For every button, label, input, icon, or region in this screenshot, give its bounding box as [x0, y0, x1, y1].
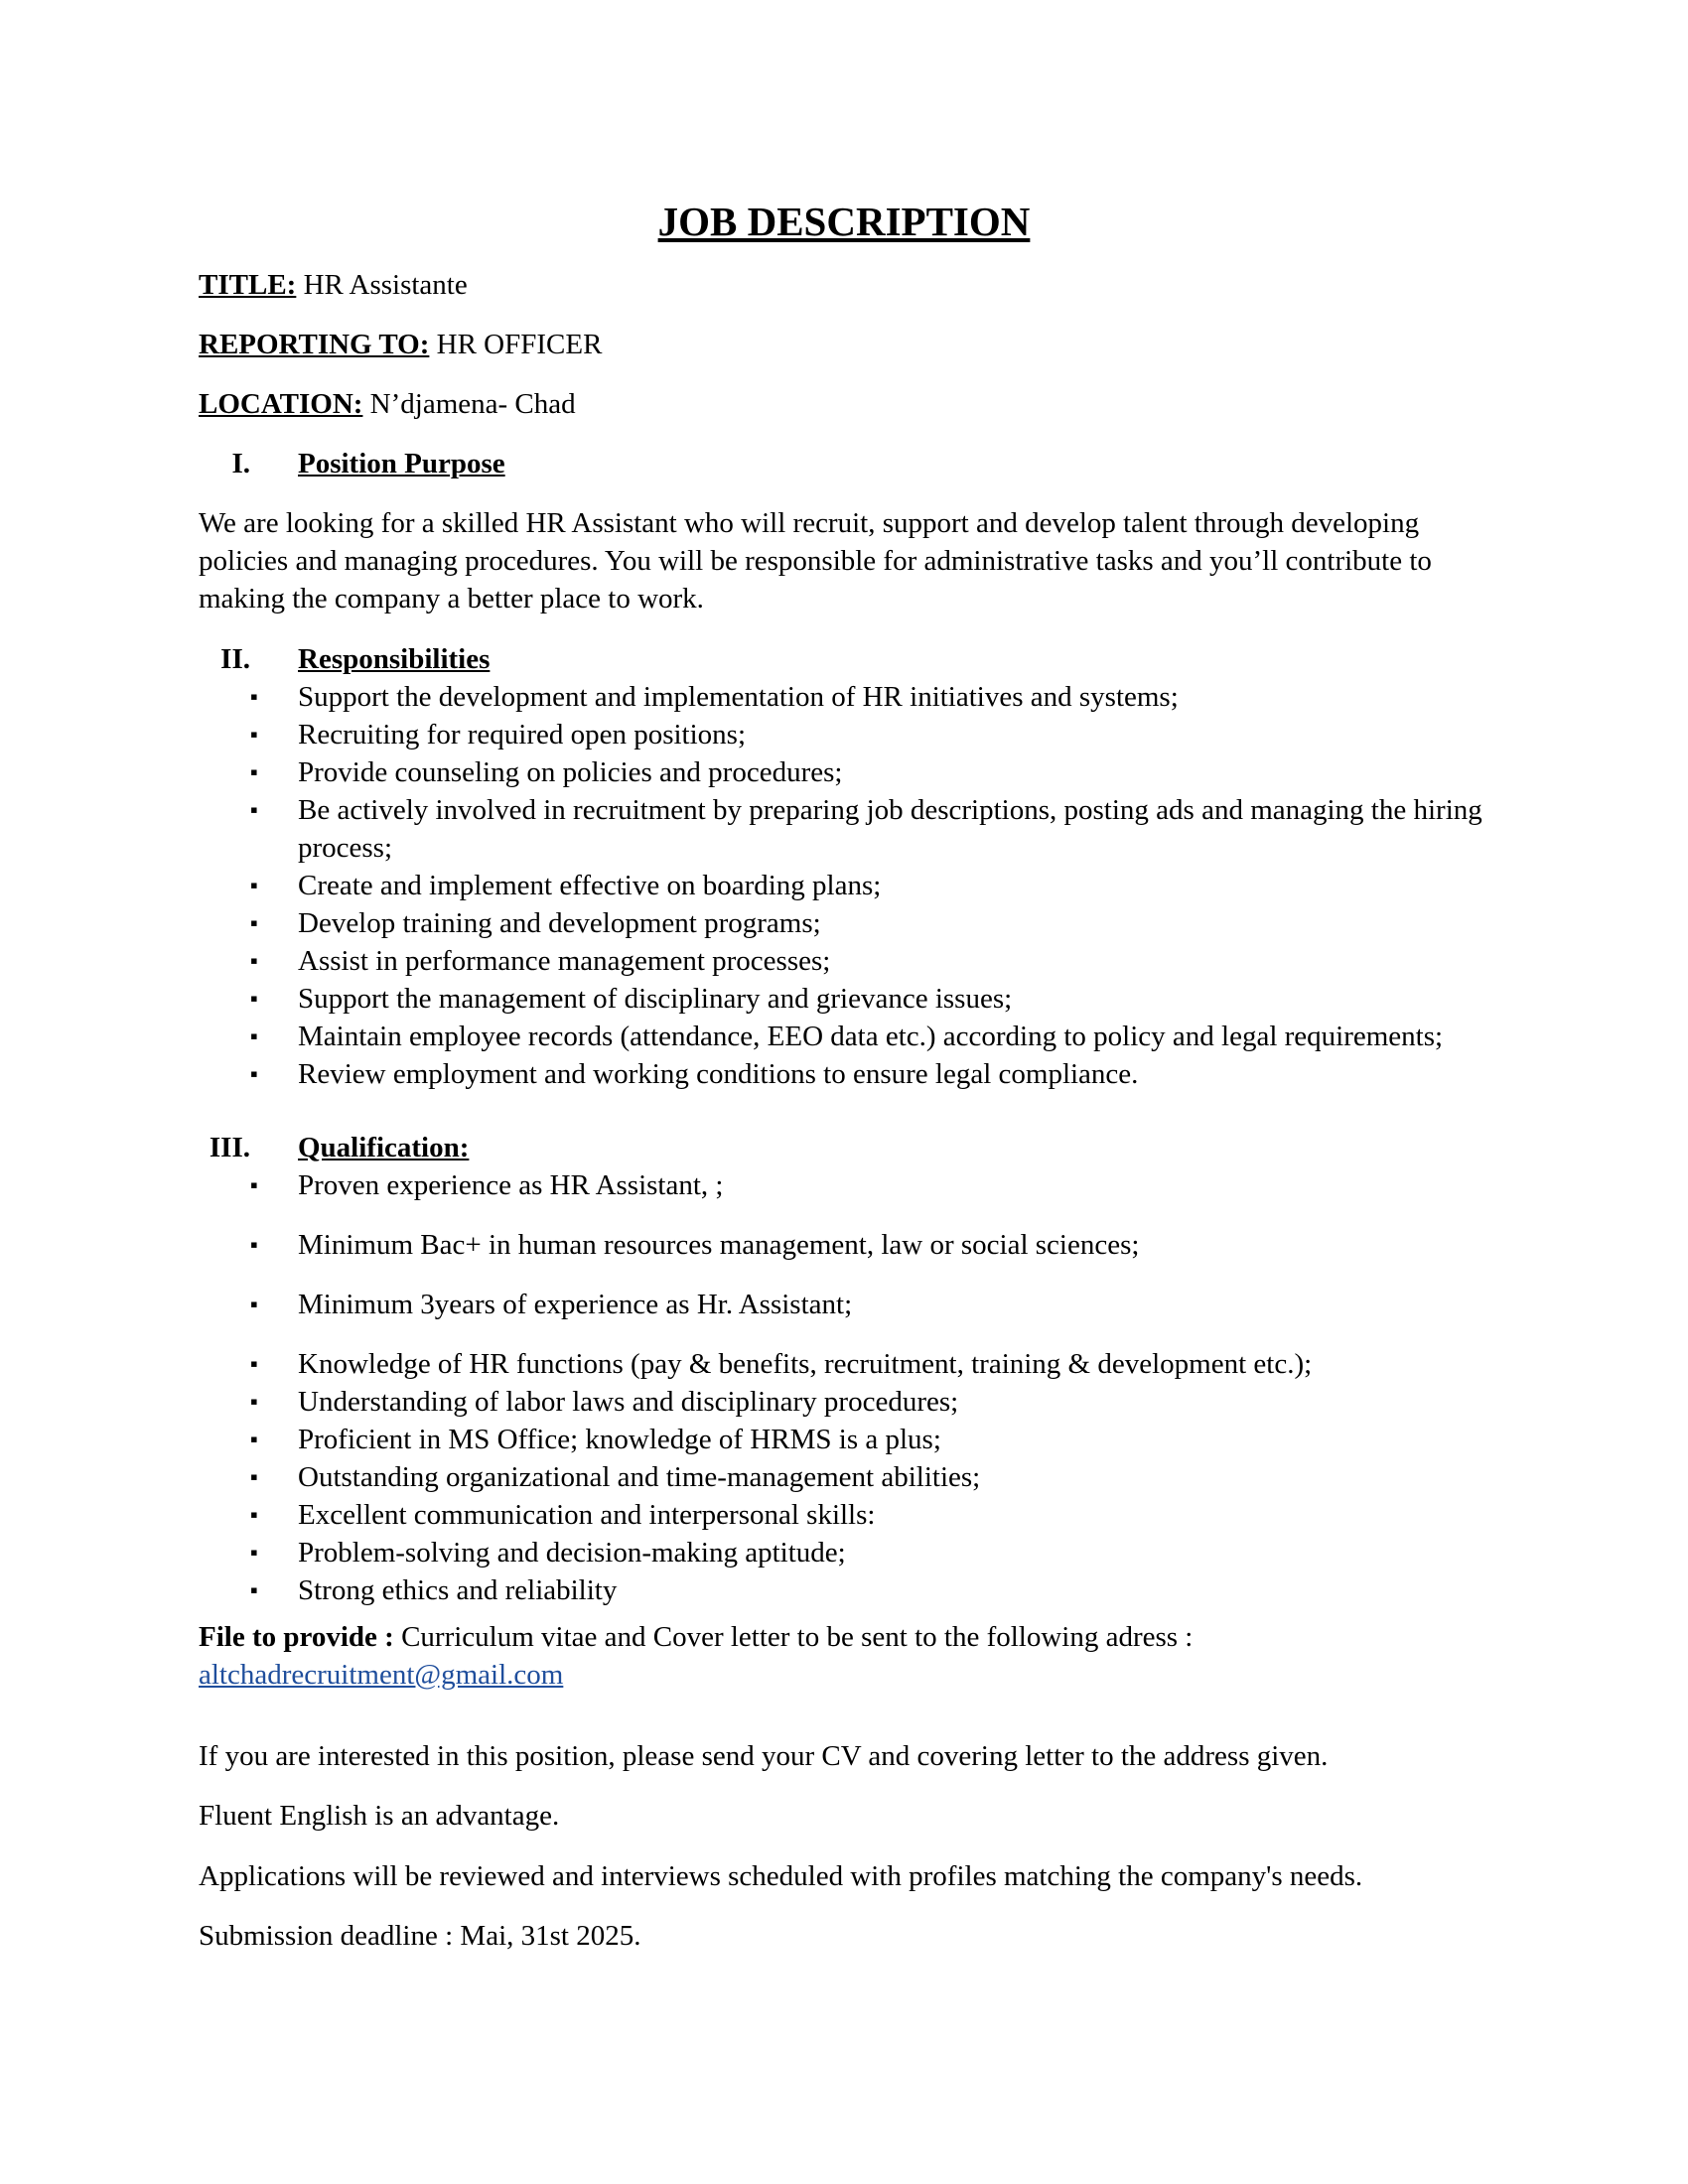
list-item: ▪ Support the development and implementation of HR initiatives and systems;	[0, 678, 1489, 716]
title-value: HR Assistante	[303, 269, 468, 301]
bullet-icon	[250, 1018, 262, 1055]
bullet-icon	[250, 942, 262, 980]
reporting-field	[199, 326, 602, 363]
list-item: ▪ Outstanding organizational and time-management abilities;	[0, 1458, 1489, 1496]
list-item: ▪ Recruiting for required open positions;	[0, 716, 1489, 753]
file-label: File to provide :	[199, 1621, 394, 1653]
file-text: Curriculum vitae and Cover letter to be sent to the following adress :	[393, 1621, 1194, 1653]
closing-line-interest: If you are interested in this position, please send your CV and covering letter to the address given.	[199, 1740, 1329, 1772]
bullet-icon	[250, 1286, 262, 1323]
closing-line-review: Applications will be reviewed and interviews scheduled with profiles matching the company's needs.	[199, 1860, 1363, 1892]
location-value: N’djamena- Chad	[369, 388, 576, 420]
list-item: ▪ Proficient in MS Office; knowledge of HRMS is a plus;	[0, 1421, 1489, 1458]
list-item: ▪ Understanding of labor laws and disciplinary procedures;	[0, 1383, 1489, 1421]
bullet-icon	[250, 1166, 262, 1204]
section-number: I.	[231, 448, 250, 479]
bullet-icon	[250, 1383, 262, 1421]
bullet-icon	[250, 867, 262, 904]
bullet-icon	[250, 1571, 262, 1609]
list-item: ▪ Problem-solving and decision-making aptitude;	[0, 1534, 1489, 1571]
bullet-icon	[250, 1496, 262, 1534]
section-title: Qualification:	[298, 1132, 470, 1163]
location-label: LOCATION:	[199, 388, 363, 420]
closing-line-english: Fluent English is an advantage.	[199, 1800, 560, 1832]
bullet-icon	[250, 1458, 262, 1496]
bullet-icon	[250, 980, 262, 1018]
bullet-icon	[250, 1421, 262, 1458]
bullet-icon	[250, 1226, 262, 1264]
bullet-icon	[250, 791, 262, 829]
qualifications-list	[0, 1166, 1489, 1609]
list-item: ▪ Maintain employee records (attendance, EEO data etc.) according to policy and legal requirements;	[0, 1018, 1489, 1055]
list-item: ▪ Excellent communication and interpersonal skills:	[0, 1496, 1489, 1534]
list-item: ▪ Minimum 3years of experience as Hr. Assistant;	[0, 1286, 1489, 1323]
location-field	[199, 385, 576, 423]
list-item: ▪ Review employment and working conditions to ensure legal compliance.	[0, 1055, 1489, 1093]
section-number: II.	[220, 643, 250, 675]
list-item: ▪ Proven experience as HR Assistant, ;	[0, 1166, 1489, 1204]
list-item: ▪ Assist in performance management processes;	[0, 942, 1489, 980]
list-item: ▪ Minimum Bac+ in human resources management, law or social sciences;	[0, 1226, 1489, 1264]
bullet-icon	[250, 678, 262, 716]
bullet-icon	[250, 904, 262, 942]
section-title: Responsibilities	[298, 643, 491, 675]
section-title: Position Purpose	[298, 448, 505, 479]
reporting-label: REPORTING TO:	[199, 329, 430, 360]
list-item: ▪ Support the management of disciplinary and grievance issues;	[0, 980, 1489, 1018]
list-item: ▪ Provide counseling on policies and procedures;	[0, 753, 1489, 791]
bullet-icon	[250, 753, 262, 791]
list-item: ▪ Knowledge of HR functions (pay & benefits, recruitment, training & development etc.);	[0, 1345, 1489, 1383]
list-item: ▪ Create and implement effective on boarding plans;	[0, 867, 1489, 904]
title-field	[199, 266, 468, 304]
submission-deadline: Submission deadline : Mai, 31st 2025.	[199, 1920, 641, 1952]
purpose-paragraph: We are looking for a skilled HR Assistant who will recruit, support and develop talent through developing policies and managing procedures. You will be responsible for administrative tasks and you’ll contribute to making the company a better place to work.	[199, 507, 1432, 614]
file-to-provide	[199, 1618, 1489, 1694]
responsibilities-list	[0, 678, 1489, 1093]
title-label: TITLE:	[199, 269, 297, 301]
section-number: III.	[209, 1132, 250, 1163]
reporting-value: HR OFFICER	[436, 329, 603, 360]
list-item: ▪ Strong ethics and reliability	[0, 1571, 1489, 1609]
list-item: ▪ Develop training and development programs;	[0, 904, 1489, 942]
email-link[interactable]: altchadrecruitment@gmail.com	[199, 1659, 564, 1691]
bullet-icon	[250, 1055, 262, 1093]
bullet-icon	[250, 1534, 262, 1571]
list-item: ▪ Be actively involved in recruitment by preparing job descriptions, posting ads and managing the hiring process;	[0, 791, 1489, 867]
bullet-icon	[250, 1345, 262, 1383]
bullet-icon	[250, 716, 262, 753]
document-title: JOB DESCRIPTION	[657, 199, 1031, 244]
